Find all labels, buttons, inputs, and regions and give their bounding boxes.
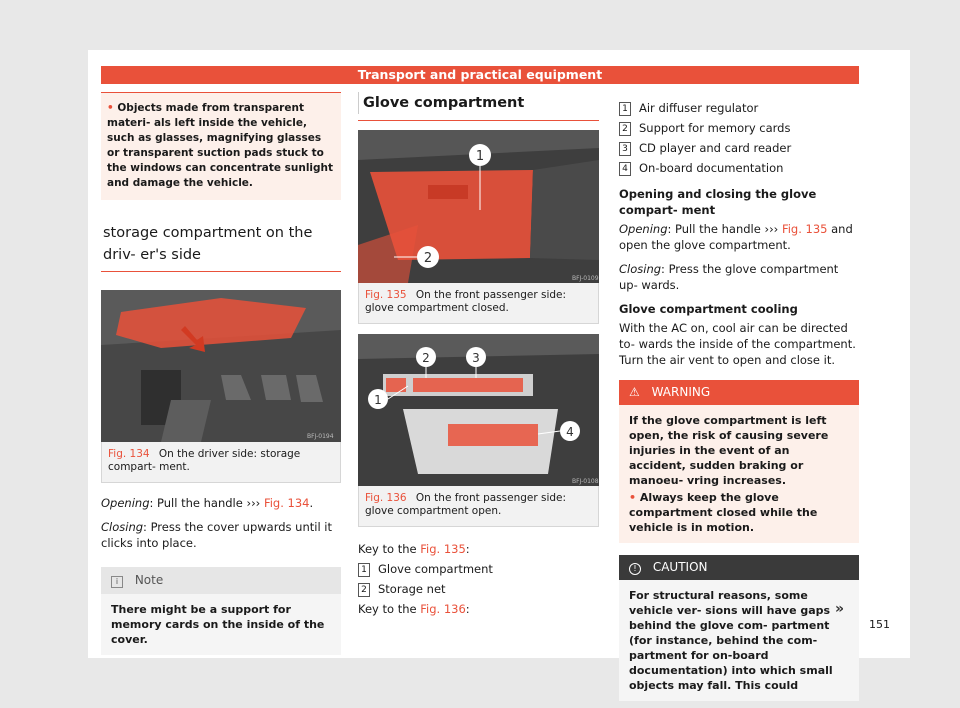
fig136-link[interactable]: Fig. 136 (420, 602, 466, 616)
callout-136-1: 1 (374, 393, 382, 407)
bullet-icon: • (107, 102, 114, 114)
caution-body: For structural reasons, some vehicle ver- sions will have gaps behind the glove com- partment (for instance, behind the com- partment for on-board documentation) into which small objects may fall. This could (619, 580, 859, 701)
caution-icon: ! (629, 563, 641, 575)
open-close-title: Opening and closing the glove compart- ment (619, 187, 817, 217)
key-135-heading: Key to the Fig. 135: (358, 542, 470, 556)
list-item: 1 Air diffuser regulator (619, 98, 859, 118)
callout-135-2: 2 (423, 251, 433, 266)
warning-continuation-box (101, 92, 341, 200)
figure-135-code: BFJ-0109 (572, 275, 599, 282)
middle-column (358, 92, 599, 619)
cooling-text: With the AC on, cool air can be directed to- wards the inside of the compartment. Turn the air vent to open and close it. (619, 321, 856, 367)
figure-134-image (101, 290, 341, 442)
note-header: i Note (101, 567, 341, 594)
warning-continuation-text: • Objects made from transparent materi- als left inside the vehicle, such as glasses, magnifying glasses or transparent suction pads stuck to the windows can concentrate sunlight and damage the vehicle. (107, 102, 334, 189)
opening-paragraph-glove: Opening: Pull the handle ››› Fig. 135 and open the glove compartment. (619, 222, 853, 252)
list-item: 4 On-board documentation (619, 158, 859, 178)
figure-135-caption: Fig. 135 On the front passenger side: glove compartment closed. (358, 283, 599, 324)
closing-paragraph: Closing: Press the cover upwards until it clicks into place. (101, 520, 332, 550)
caution-header: ! CAUTION (619, 555, 859, 580)
warning-box (619, 380, 859, 543)
note-box (101, 567, 341, 655)
closing-paragraph-glove: Closing: Press the glove compartment up- wards. (619, 262, 839, 292)
figure-136-caption: Fig. 136 On the front passenger side: glove compartment open. (358, 486, 599, 527)
page-number: 151 (869, 618, 890, 631)
list-item: 1 Glove compartment (358, 559, 599, 579)
note-text: There might be a support for memory cards on the inside of the cover. (101, 594, 341, 655)
list-item: 3 CD player and card reader (619, 138, 859, 158)
warning-header: ⚠ WARNING (619, 380, 859, 405)
list-item: 2 Storage net (358, 579, 599, 599)
figure-135-image (358, 130, 599, 283)
continue-mark: » (835, 601, 845, 617)
callout-135-1: 1 (475, 149, 485, 164)
caution-box (619, 555, 859, 701)
section-title-glove: Glove compartment (358, 92, 599, 114)
figure-136-image (358, 334, 599, 486)
warning-body: If the glove compartment is left open, the risk of causing severe injuries in the event of an accident, sudden braking or manoeu- vring increases. • Always keep the glove compartment closed while the vehicle is in motion. (619, 405, 859, 543)
key-136-heading: Key to the Fig. 136: (358, 602, 470, 616)
list-item: 2 Support for memory cards (619, 118, 859, 138)
left-column (101, 92, 341, 655)
fig135-link[interactable]: Fig. 135 (420, 542, 466, 556)
fig134-link[interactable]: Fig. 134 (263, 496, 310, 510)
callout-136-4: 4 (566, 425, 574, 439)
section-title-driver-storage: storage compartment on the driv- er's side (103, 225, 313, 263)
opening-paragraph: Opening: Pull the handle ››› Fig. 134. (101, 496, 314, 510)
callout-136-3: 3 (472, 351, 480, 365)
cooling-title: Glove compartment cooling (619, 302, 798, 316)
fig135-link[interactable]: Fig. 135 (781, 222, 828, 236)
info-icon: i (111, 576, 123, 588)
page-header: Transport and practical equipment (101, 66, 859, 84)
figure-134-caption: Fig. 134 On the driver side: storage compart- ment. (101, 442, 341, 483)
right-column (619, 98, 859, 701)
bullet-icon: • (629, 491, 637, 504)
callout-136-2: 2 (422, 351, 430, 365)
figure-134-code: BFJ-0194 (307, 433, 334, 440)
warning-triangle-icon: ⚠ (629, 385, 640, 399)
figure-136-code: BFJ-0108 (572, 478, 599, 485)
